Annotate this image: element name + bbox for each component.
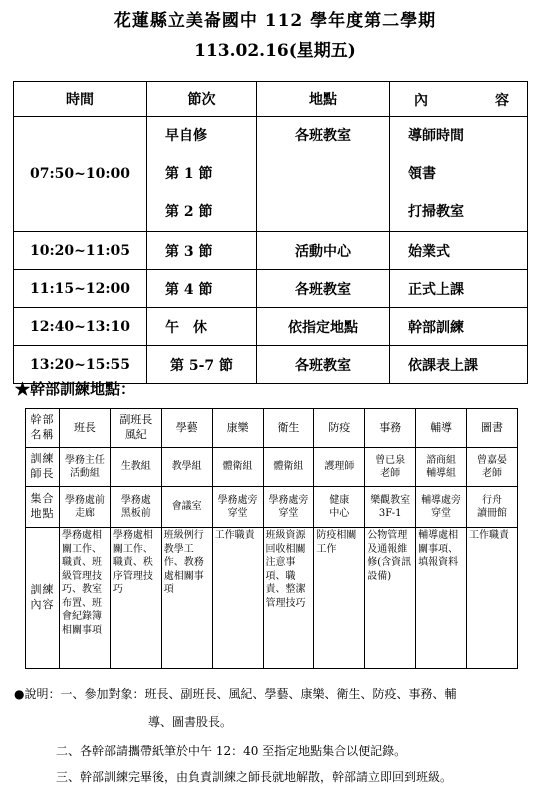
- place-cell: 學務處旁 穿堂: [263, 487, 314, 528]
- content-cell: 工作職責: [212, 528, 263, 669]
- teacher-cell: 曾已泉 老師: [365, 448, 416, 487]
- header-period: 節次: [147, 82, 257, 117]
- content-cell: 防疫相關工作: [314, 528, 365, 669]
- teacher-cell: 體衛組: [212, 448, 263, 487]
- schedule-content: 領書: [408, 166, 436, 182]
- leader-cell: 學藝: [161, 409, 212, 448]
- teacher-cell: 學務主任 活動組: [60, 448, 111, 487]
- place-cell: 輔導處旁 穿堂: [416, 487, 467, 528]
- row-label-leader: 幹部名稱: [26, 409, 60, 448]
- content-cell: 輔導處相關事項、填報資料: [416, 528, 467, 669]
- content-cell: 班級例行教學工作、教務處相關事項: [161, 528, 212, 669]
- teacher-cell: 教學組: [161, 448, 212, 487]
- leader-cell: 班長: [60, 409, 111, 448]
- place-cell: 學務處前 走廊: [60, 487, 111, 528]
- teacher-cell: 諮商組 輔導組: [416, 448, 467, 487]
- leader-cell: 輔導: [416, 409, 467, 448]
- leader-cell: 康樂: [212, 409, 263, 448]
- schedule-time: 12:40~13:10: [14, 308, 147, 346]
- schedule-time: 11:15~12:00: [14, 270, 147, 308]
- teacher-cell: 護理師: [314, 448, 365, 487]
- schedule-content: 始業式: [390, 232, 528, 270]
- page-date: 113.02.16(星期五): [194, 41, 356, 61]
- schedule-period: 第 2 節: [165, 204, 213, 220]
- content-cell: 工作職責: [467, 528, 518, 669]
- schedule-table: [13, 81, 528, 384]
- leader-cell: 防疫: [314, 409, 365, 448]
- schedule-header-row: [14, 82, 528, 117]
- schedule-period: 午 休: [147, 308, 257, 346]
- header-time: 時間: [14, 82, 147, 117]
- training-content-row: [26, 528, 518, 669]
- content-cell: 學務處相關工作、職責、班級管理技巧、教室布置、班會紀錄簿相關事項: [60, 528, 111, 669]
- schedule-periods: [147, 117, 257, 232]
- schedule-place: 活動中心: [257, 232, 390, 270]
- teacher-cell: 體衛組: [263, 448, 314, 487]
- note-1-continued: 導、圖書股長。: [148, 715, 233, 729]
- schedule-place: 各班教室: [257, 270, 390, 308]
- schedule-place-cell: [257, 117, 390, 232]
- schedule-row: [14, 117, 528, 232]
- schedule-content: 幹部訓練: [390, 308, 528, 346]
- schedule-period: 第 5-7 節: [147, 346, 257, 384]
- schedule-period: 第 3 節: [147, 232, 257, 270]
- page-title: 花蓮縣立美崙國中 112 學年度第二學期: [113, 11, 437, 31]
- schedule-content: 依課表上課: [390, 346, 528, 384]
- note-2: 二、各幹部請攜帶紙筆於中午 12：40 至指定地點集合以便記錄。: [56, 744, 407, 758]
- schedule-period: 第 4 節: [147, 270, 257, 308]
- leader-cell: 事務: [365, 409, 416, 448]
- place-cell: 學務處旁 穿堂: [212, 487, 263, 528]
- training-table: [25, 408, 518, 669]
- schedule-contents: [390, 117, 528, 232]
- schedule-period: 早自修: [165, 128, 207, 144]
- row-label-content: 訓練內容: [26, 528, 60, 669]
- note-1: ●說明：一、參加對象：班長、副班長、風紀、學藝、康樂、衛生、防疫、事務、輔: [14, 687, 457, 701]
- schedule-time: 10:20~11:05: [14, 232, 147, 270]
- place-cell: 行舟 讀冊館: [467, 487, 518, 528]
- schedule-time: 07:50~10:00: [14, 117, 147, 232]
- schedule-row: [14, 308, 528, 346]
- schedule-row: [14, 232, 528, 270]
- row-label-teacher: 訓練師長: [26, 448, 60, 487]
- header-place: 地點: [257, 82, 390, 117]
- leader-cell: 副班長 風紀: [110, 409, 161, 448]
- place-cell: 樂觀教室 3F-1: [365, 487, 416, 528]
- schedule-period: 第 1 節: [165, 166, 213, 182]
- teacher-cell: 曾嘉晏 老師: [467, 448, 518, 487]
- schedule-time: 13:20~15:55: [14, 346, 147, 384]
- content-cell: 學務處相關工作、職責、秩序管理技巧: [110, 528, 161, 669]
- teacher-cell: 生教組: [110, 448, 161, 487]
- content-cell: 公物管理及通報維修(含資訊設備): [365, 528, 416, 669]
- place-cell: 健康 中心: [314, 487, 365, 528]
- row-label-place: 集合地點: [26, 487, 60, 528]
- note-3: 三、幹部訓練完畢後，由負責訓練之師長就地解散，幹部請立即回到班級。: [56, 770, 453, 784]
- schedule-place: 各班教室: [257, 346, 390, 384]
- header-content: [390, 82, 528, 117]
- schedule-row: [14, 270, 528, 308]
- leader-cell: 圖書: [467, 409, 518, 448]
- place-cell: 會議室: [161, 487, 212, 528]
- header-content-a: 內: [414, 93, 428, 109]
- schedule-content: 打掃教室: [408, 204, 464, 220]
- leader-cell: 衛生: [263, 409, 314, 448]
- schedule-place: 各班教室: [295, 128, 351, 144]
- schedule-content: 導師時間: [408, 128, 464, 144]
- training-teacher-row: [26, 448, 518, 487]
- training-place-row: [26, 487, 518, 528]
- schedule-place: 依指定地點: [257, 308, 390, 346]
- place-cell: 學務處 黑板前: [110, 487, 161, 528]
- header-content-b: 容: [495, 93, 509, 109]
- training-leader-row: [26, 409, 518, 448]
- schedule-content: 正式上課: [390, 270, 528, 308]
- content-cell: 班級資源回收相關注意事項、職責、整潔管理技巧: [263, 528, 314, 669]
- training-subtitle: ★幹部訓練地點：: [15, 380, 136, 398]
